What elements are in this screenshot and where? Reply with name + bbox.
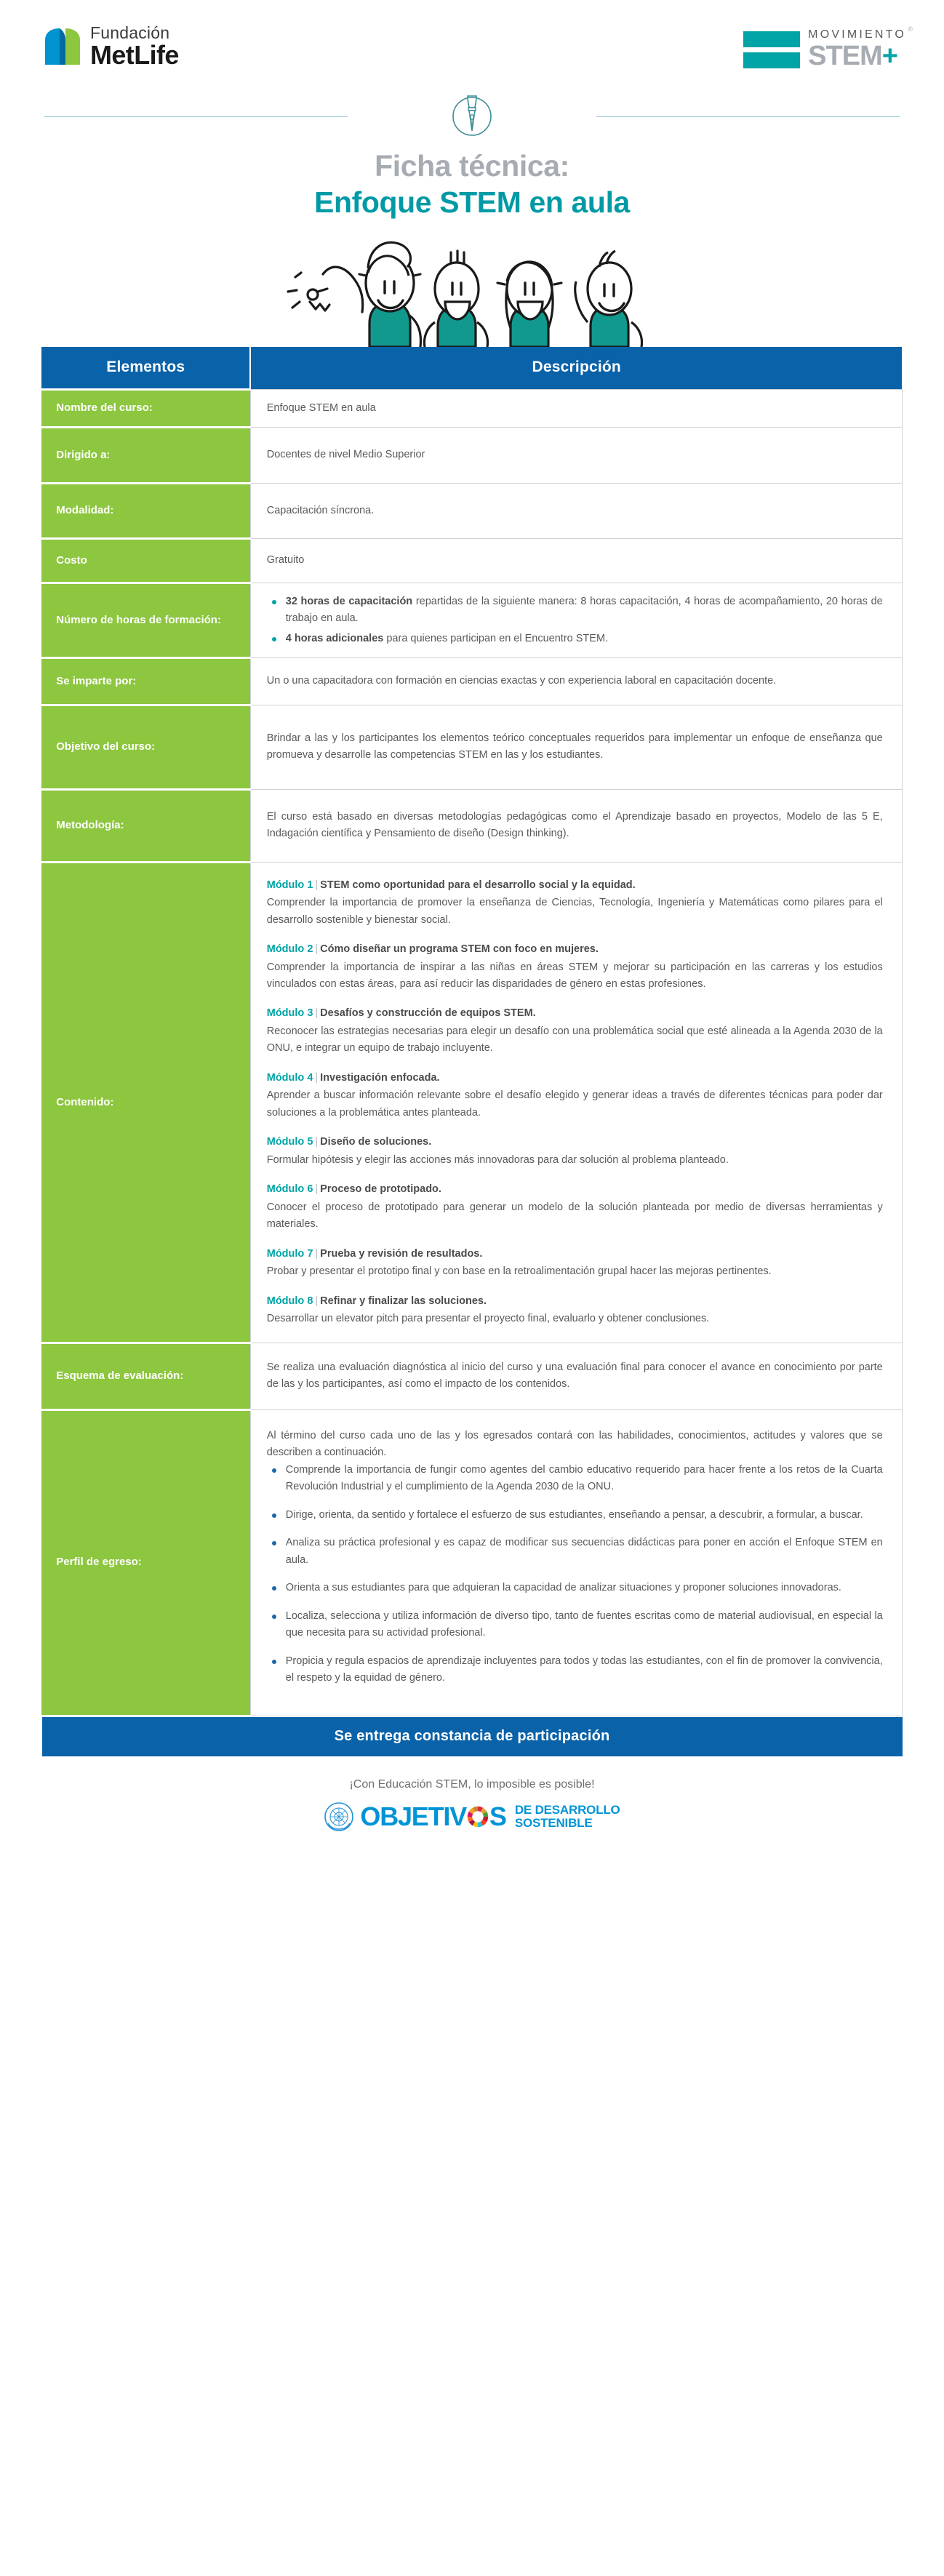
row-value: Brindar a las y los participantes los elementos teórico conceptuales requeridos para implementar un enfoque de enseñanza que promueva y desarrolle las competencias STEM en las y los estudiantes.: [250, 705, 902, 789]
module-number: Módulo 6: [266, 1183, 313, 1196]
registered-mark: ®: [908, 25, 913, 33]
row-label: Dirigido a:: [41, 428, 250, 483]
module-body: Formular hipótesis y elegir las acciones más innovadoras para dar solución al problema planteado.: [266, 1153, 729, 1166]
title-line-2: Enfoque STEM en aula: [314, 185, 630, 220]
row-value-hours: [250, 583, 902, 657]
bullet-rest: para quienes participan en el Encuentro STEM.: [383, 632, 609, 644]
module-item: [267, 877, 883, 929]
module-body: Desarrollar un elevator pitch para presentar el proyecto final, evaluarlo y obtener conclusiones.: [266, 1313, 710, 1325]
four-students-drawing-icon: [279, 231, 665, 347]
module-separator: |: [315, 1071, 319, 1084]
row-label: Se imparte por:: [41, 658, 250, 705]
bullet-bold-lead: 4 horas adicionales: [285, 632, 384, 644]
row-value: Docentes de nivel Medio Superior: [250, 428, 902, 483]
row-label: Objetivo del curso:: [41, 705, 250, 789]
course-datasheet-table: [41, 347, 903, 1717]
ods-word-text: OBJETIV: [360, 1801, 467, 1831]
hours-bullet-list: [267, 593, 883, 647]
list-item: [267, 593, 883, 628]
title-line-1: Ficha técnica:: [375, 149, 569, 183]
table-header-row: [41, 347, 902, 390]
module-body: Reconocer las estrategias necesarias para elegir un desafío con una problemática social que esté alineada a la Agenda 2030 de la ONU, e integrar un equipo de trabajo incluyente.: [266, 1025, 883, 1055]
certificate-banner: Se entrega constancia de participación: [42, 1717, 903, 1756]
metlife-fundacion-text: Fundación: [90, 23, 170, 42]
row-value-profile: [250, 1409, 902, 1716]
module-heading: [267, 941, 883, 958]
module-heading: [267, 1293, 883, 1310]
module-number: Módulo 8: [266, 1295, 313, 1307]
module-title: Investigación enfocada.: [320, 1071, 440, 1084]
module-separator: |: [315, 879, 319, 891]
module-title: Proceso de prototipado.: [320, 1183, 441, 1196]
metlife-wordmark-text: MetLife: [90, 40, 179, 70]
module-item: [267, 1181, 883, 1233]
row-value: Se realiza una evaluación diagnóstica al inicio del curso y una evaluación final para conocer el avance en conocimiento por parte de las y los participantes, así como el impacto de los contenidos.: [250, 1343, 902, 1409]
module-heading: [267, 1134, 883, 1151]
table-row-contenido: [41, 862, 902, 1343]
module-separator: |: [315, 1007, 319, 1020]
module-separator: |: [315, 1183, 319, 1196]
row-label: Metodología:: [41, 789, 250, 862]
fountain-pen-icon: [446, 90, 498, 143]
module-separator: |: [315, 1247, 319, 1260]
module-item: [267, 1005, 883, 1057]
divider-line-left: [44, 116, 348, 117]
module-title: Prueba y revisión de resultados.: [320, 1247, 483, 1260]
table-row: [41, 1343, 902, 1409]
module-body: Probar y presentar el prototipo final y con base en la retroalimentación grupal hacer las mejoras pertinentes.: [266, 1265, 772, 1278]
people-illustration: [0, 231, 944, 347]
row-label: Modalidad:: [41, 483, 250, 538]
module-item: [267, 1293, 883, 1328]
list-item: Localiza, selecciona y utiliza información de diverso tipo, tanto de fuentes escritas como de material audiovisual, en especial la que necesita para su actividad profesional.: [267, 1608, 883, 1642]
footer-tagline: ¡Con Educación STEM, lo imposible es posible!: [349, 1777, 595, 1791]
row-label: Número de horas de formación:: [41, 583, 250, 657]
table-row: [41, 658, 902, 705]
list-item: Dirige, orienta, da sentido y fortalece el esfuerzo de sus estudiantes, enseñando a pensar, a descubrir, a formular, a buscar.: [267, 1507, 883, 1524]
module-heading: [267, 1181, 883, 1198]
row-value-modules: [250, 862, 902, 1343]
divider-with-icon: [0, 96, 944, 137]
module-number: Módulo 7: [266, 1247, 313, 1260]
module-number: Módulo 4: [266, 1071, 313, 1084]
module-number: Módulo 2: [266, 943, 313, 956]
module-heading: [267, 1246, 883, 1263]
module-item: [267, 941, 883, 993]
ods-wordmark: [360, 1801, 505, 1832]
module-heading: [267, 1070, 883, 1087]
profile-bullet-list: [267, 1462, 883, 1687]
module-separator: |: [315, 1295, 319, 1307]
row-label: Esquema de evaluación:: [41, 1343, 250, 1409]
row-value: Gratuito: [250, 539, 902, 583]
page-title: [0, 148, 944, 220]
table-row: [41, 389, 902, 427]
table-row: [41, 539, 902, 583]
bullet-bold-lead: 32 horas de capacitación: [285, 595, 413, 607]
table-row: [41, 705, 902, 789]
sdg-color-wheel-icon: [465, 1804, 490, 1829]
module-item: [267, 1070, 883, 1121]
column-header-elementos: Elementos: [41, 347, 250, 390]
row-value: El curso está basado en diversas metodologías pedagógicas como el Aprendizaje basado en proyectos, Modelo de las 5 E, Indagación científica y Pensamiento de diseño (Design thinking).: [250, 789, 902, 862]
module-title: Cómo diseñar un programa STEM con foco en mujeres.: [320, 943, 599, 956]
module-item: [267, 1246, 883, 1281]
module-number: Módulo 3: [266, 1007, 313, 1020]
table-row: [41, 789, 902, 862]
module-body: Comprender la importancia de inspirar a las niñas en áreas STEM y mejorar su participación en las carreras y los estudios vinculados con estas áreas, para así reducir las disparidades de género en estas profesiones.: [266, 961, 883, 990]
header-bar: [0, 0, 944, 87]
module-body: Aprender a buscar información relevante sobre el desafío elegido y generar ideas a través de diferentes técnicas para poder dar soluciones a la problemática antes planteada.: [266, 1089, 883, 1119]
list-item: Propicia y regula espacios de aprendizaje incluyentes para todos y todas las estudiantes, con el fin de promover la convivencia, el respeto y la equidad de género.: [267, 1653, 883, 1687]
module-heading: [267, 877, 883, 894]
ods-subtitle: [515, 1804, 620, 1829]
page-footer: [0, 1756, 944, 1832]
ods-logo: [0, 1801, 944, 1832]
ods-word-tail-text: S: [489, 1801, 506, 1831]
module-item: [267, 1134, 883, 1169]
stem-bars-icon: [743, 31, 800, 68]
table-row: [41, 583, 902, 657]
row-label: Perfil de egreso:: [41, 1409, 250, 1716]
divider-line-right: [596, 116, 900, 117]
module-separator: |: [315, 1136, 319, 1148]
stem-movimiento-text: MOVIMIENTO: [808, 28, 906, 41]
movimiento-stem-logo: [743, 25, 913, 71]
module-title: Desafíos y construcción de equipos STEM.: [320, 1007, 536, 1020]
ods-sub-line-2: SOSTENIBLE: [514, 1815, 593, 1830]
module-number: Módulo 5: [266, 1136, 313, 1148]
row-label: Contenido:: [41, 862, 250, 1343]
list-item: [267, 631, 883, 647]
module-title: Diseño de soluciones.: [320, 1136, 432, 1148]
list-item: Orienta a sus estudiantes para que adquieran la capacidad de analizar situaciones y proponer soluciones innovadoras.: [267, 1580, 883, 1596]
module-title: STEM como oportunidad para el desarrollo social y la equidad.: [320, 879, 636, 891]
row-value: Capacitación síncrona.: [250, 483, 902, 538]
metlife-logo: [44, 25, 179, 68]
bullet-rest: repartidas de la siguiente manera: 8 horas capacitación, 4 horas de acompañamiento, 20 horas de trabajo en aula.: [285, 595, 883, 625]
row-label: Nombre del curso:: [41, 389, 250, 427]
module-title: Refinar y finalizar las soluciones.: [320, 1295, 487, 1307]
stem-wordmark-text: STEM: [808, 41, 882, 71]
row-value: Un o una capacitadora con formación en ciencias exactas y con experiencia laboral en capacitación docente.: [250, 658, 902, 705]
list-item: Comprende la importancia de fungir como agentes del cambio educativo requerido para hacer frente a los retos de la Cuarta Revolución Industrial y el cumplimiento de la Agenda 2030 de la ONU.: [267, 1462, 883, 1496]
table-row: [41, 428, 902, 483]
module-number: Módulo 1: [266, 879, 313, 891]
table-row: [41, 483, 902, 538]
un-emblem-icon: [324, 1801, 354, 1832]
metlife-mark-icon: [44, 27, 81, 66]
row-label: Costo: [41, 539, 250, 583]
stem-plus-text: +: [881, 41, 897, 71]
module-body: Conocer el proceso de prototipado para generar un modelo de la solución planteada por medio de diversas herramientas y materiales.: [266, 1201, 883, 1231]
list-item: Analiza su práctica profesional y es capaz de modificar sus secuencias didácticas para poner en acción el Enfoque STEM en aula.: [267, 1535, 883, 1569]
column-header-descripcion: Descripción: [250, 347, 902, 390]
module-heading: [267, 1005, 883, 1022]
table-row-perfil: [41, 1409, 902, 1716]
profile-intro: Al término del curso cada uno de las y los egresados contará con las habilidades, conocimientos, actitudes y valores que se describen a continuación.: [266, 1429, 883, 1459]
module-body: Comprender la importancia de promover la enseñanza de Ciencias, Tecnología, Ingeniería y Matemáticas como pilares para el desarrollo sostenible y bienestar social.: [266, 897, 883, 926]
row-value: Enfoque STEM en aula: [250, 389, 902, 427]
module-separator: |: [315, 943, 319, 956]
ods-sub-line-1: DE DESARROLLO: [514, 1803, 620, 1817]
